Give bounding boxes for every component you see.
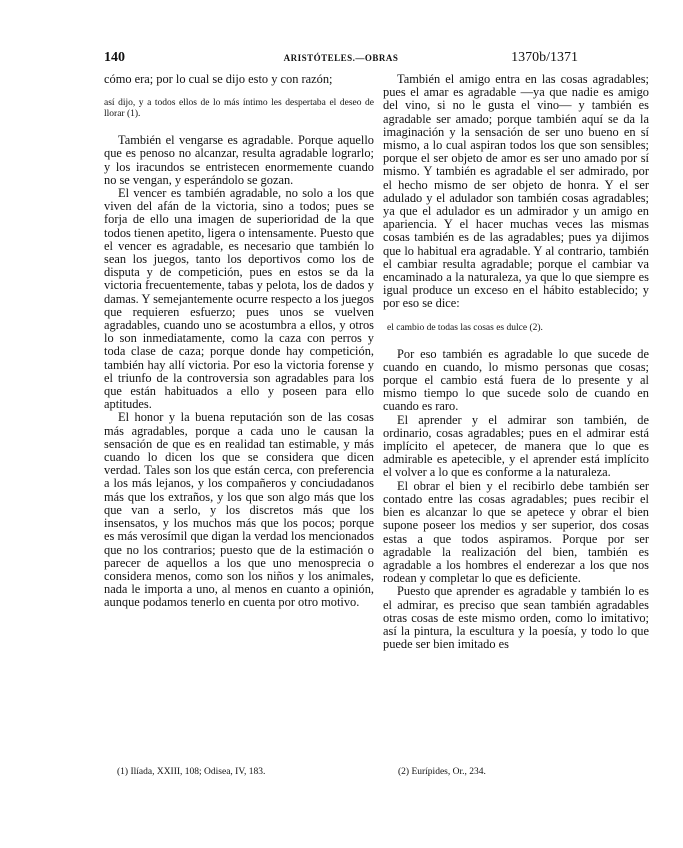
paragraph: También el amigo entra en las cosas agradables; pues el amar es agradable —ya que nadie es amigo del vino, si no le gusta el vino— y también es agradable ser amado; porque también aquí se da la imaginación y la sensación de ser uno bueno en sí mismo, a lo cual aspiran todos los que son sensibles; porque el ser objeto de amor es ser uno amado por sí mismo. Y también es agradable el ser admirado, por el hecho mismo de ser objeto de honra. Y el ser adulado y el adulador son también cosas agradables; ya que el adulador es un admirador y un amigo en apariencia. Y el hacer muchas veces las mismas cosas también es de las agradables; pues ya dijimos que lo habitual era agradable. Y al contrario, también el cambiar resulta agradable; porque el cambiar va encaminado a la naturaleza, ya que lo que siempre es igual produce un exceso en el hábito establecido; y por eso se dice:	[383, 72, 649, 311]
right-column	[383, 73, 649, 651]
footnote-right: (2) Eurípides, Or., 234.	[398, 767, 486, 777]
running-title: ARISTÓTELES.—OBRAS	[283, 53, 399, 63]
paragraph: El obrar el bien y el recibirlo debe también ser contado entre las cosas agradables; pues recibir el bien es alcanzar lo que se apetece y obrar el bien supone poseer los medios y ser superior, dos cosas estas a que todos aspiramos. Porque por ser agradable la realización del bien, también es agradable a los hombres el enderezar a los que nos rodean y completar lo que es deficiente.	[383, 478, 649, 586]
page-number: 140	[104, 50, 125, 65]
running-header	[104, 50, 578, 70]
footnote-left: (1) Ilíada, XXIII, 108; Odisea, IV, 183.	[117, 767, 266, 777]
paragraph: Puesto que aprender es agradable y también lo es el admirar, es preciso que sean también agradables otras cosas de este mismo orden, como lo imitativo; así la pintura, la escultura y la poesía, y todo lo que puede ser bien imitado es	[383, 584, 649, 652]
paragraph: También el vengarse es agradable. Porque aquello que es penoso no alcanzar, resulta agradable lograrlo; y los iracundos se entristecen enormemente cuando no se vengan, y esperándolo se gozan.	[104, 133, 374, 187]
left-column	[104, 73, 374, 610]
verse-quote: así dijo, y a todos ellos de lo más íntimo les despertaba el deseo de llorar (1).	[104, 98, 374, 120]
verse-quote: el cambio de todas las cosas es dulce (2).	[387, 322, 543, 333]
paragraph: El aprender y el admirar son también, de ordinario, cosas agradables; pues en el admirar está implícito el apetecer, de manera que lo que es admirable es apetecible, y el aprender está implícito el volver a lo que es conforme a la naturaleza.	[383, 412, 649, 480]
bekker-reference: 1370b/1371	[511, 50, 578, 65]
paragraph: cómo era; por lo cual se dijo esto y con razón;	[104, 72, 333, 86]
paragraph: El vencer es también agradable, no solo a los que viven del afán de la victoria, sino a todos; pues se forja de ello una imagen de superioridad de la que todos tienen apetito, ligera o intensamente. Puesto que el vencer es agradable, es necesario que también lo sean los juegos, tanto los deportivos como los de disputa y de competición, pues en estos se da la victoria frecuentemente, tabas y pelota, los de dados y damas. Y semejantemente ocurre respecto a los juegos que requieren esfuerzo; pues unos se vuelven agradables, cuando uno se acostumbra a ellos, y otros lo son inmediatamente, como la caza con perros y toda clase de caza; porque donde hay competición, también hay allí victoria. Por eso la victoria forense y el triunfo de la controversia son agradables para los que están habituados a ello y poseen para ello aptitudes.	[104, 186, 374, 412]
paragraph: El honor y la buena reputación son de las cosas más agradables, porque a cada uno le causan la sensación de que es en realidad tan estimable, y más cuando lo dicen los que se considera que dicen verdad. Tales son los que están cerca, con preferencia a los más lejanos, y los compañeros y conciudadanos más que los extraños, y los que son algo más que los que van a serlo, y los discretos más que los insensatos, y los muchos más que los pocos; porque es más verosímil que digan la verdad los mencionados que no los contrarios; puesto que de la estimación o parecer de aquellos a los que uno menosprecia o considera menos, como son los niños y los animales, nada le importa a uno, al menos en cuanto a opinión, aunque podamos tenerlo en cuenta por otro motivo.	[104, 410, 374, 610]
paragraph: Por eso también es agradable lo que sucede de cuando en cuando, lo mismo personas que cosas; porque el cambio está fuera de lo presente y al mismo tiempo lo que sucede solo de cuando en cuando es raro.	[383, 346, 649, 414]
